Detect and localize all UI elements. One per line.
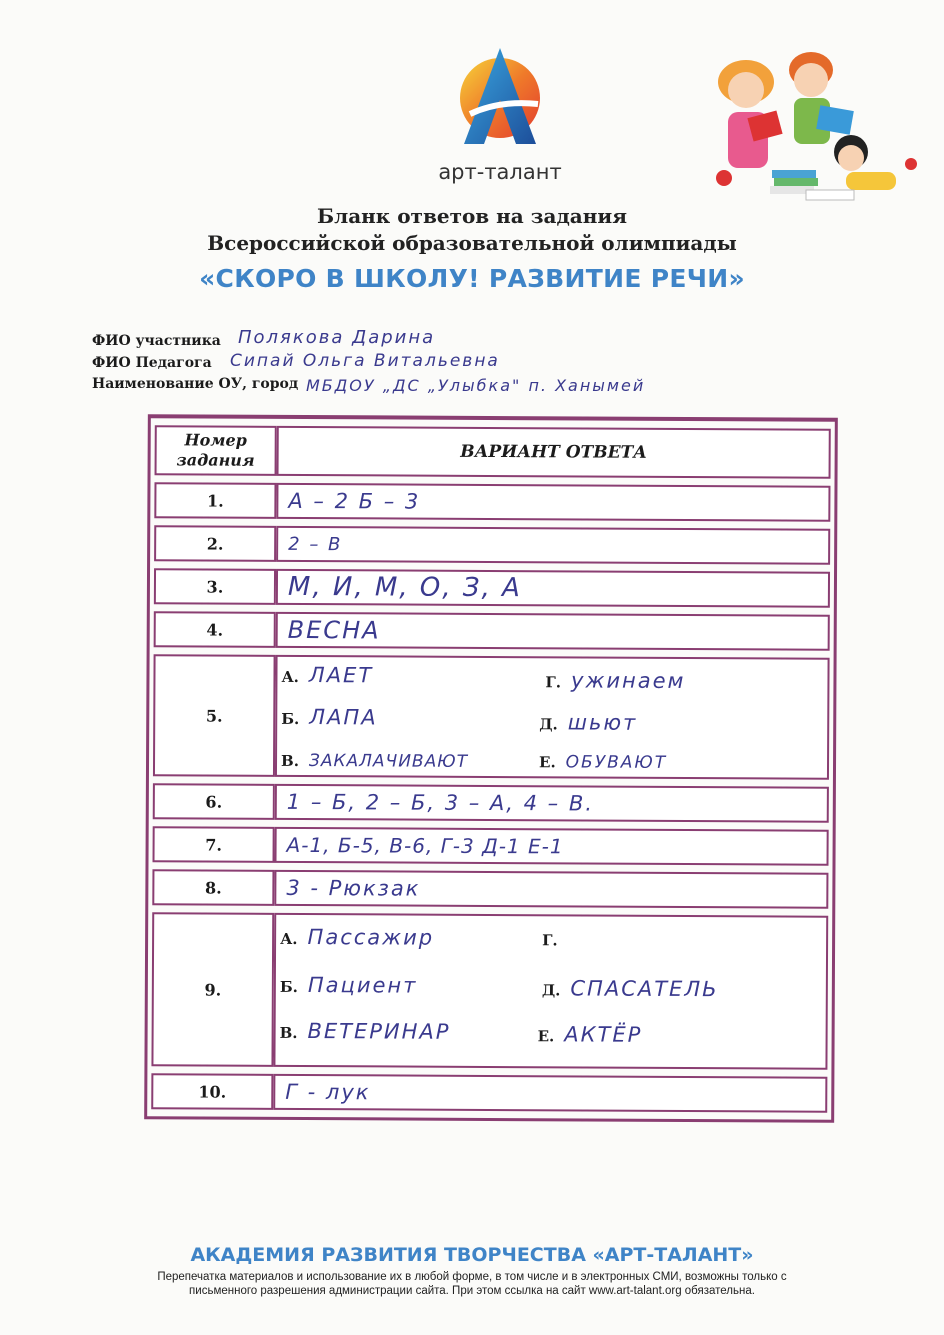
task-number: 3. bbox=[154, 568, 276, 605]
logo-a-icon bbox=[450, 40, 550, 150]
table-row bbox=[154, 482, 830, 522]
answer-text: ВЕСНА bbox=[287, 615, 381, 645]
answer-text: А – 2 Б – 3 bbox=[288, 488, 421, 514]
sub-answer-e: Е. АКТЁР bbox=[537, 1022, 643, 1047]
table-row bbox=[153, 654, 830, 780]
sub-answer-b: Б. ЛАПА bbox=[281, 705, 378, 730]
school-row bbox=[92, 376, 646, 395]
table-header-row bbox=[155, 425, 831, 479]
answer-text: М, И, М, О, З, А bbox=[287, 571, 522, 604]
task-number: 6. bbox=[153, 783, 275, 820]
sub-answer-a: А. Пассажир bbox=[280, 925, 435, 950]
table-row bbox=[154, 611, 830, 651]
teacher-name: Сипай Ольга Витальевна bbox=[230, 351, 500, 371]
brand-name: арт-талант bbox=[438, 160, 562, 184]
sub-answer-g: Г. bbox=[542, 931, 558, 950]
task-number: 4. bbox=[154, 611, 276, 648]
table-row bbox=[154, 525, 830, 565]
table-row bbox=[151, 1073, 827, 1113]
student-name: Полякова Дарина bbox=[238, 327, 436, 348]
sub-answer-e: Е. ОБУВАЮТ bbox=[538, 752, 668, 773]
answer-text: А-1, Б-5, В-6, Г-3 Д-1 Е-1 bbox=[286, 832, 564, 859]
sub-answer-d: Д. шьют bbox=[539, 710, 638, 735]
sub-answer-a: А. ЛАЕТ bbox=[281, 663, 374, 688]
sub-answer-v: В. ВЕТЕРИНАР bbox=[279, 1019, 451, 1044]
answer-text: 3 - Рюкзак bbox=[286, 875, 421, 901]
task-number: 7. bbox=[153, 826, 275, 863]
footer-notice bbox=[90, 1270, 854, 1298]
title-line-2: Всероссийской образовательной олимпиады bbox=[207, 231, 737, 255]
children-reading-illustration bbox=[706, 42, 924, 210]
footer-org: АКАДЕМИЯ РАЗВИТИЯ ТВОРЧЕСТВА «АРТ-ТАЛАНТ» bbox=[190, 1244, 754, 1266]
sub-answer-g: Г. ужинаем bbox=[545, 668, 686, 694]
answer-text: Г - лук bbox=[285, 1079, 371, 1105]
teacher-row bbox=[92, 351, 500, 371]
sub-answer-b: Б. Пациент bbox=[279, 973, 418, 998]
table-row bbox=[154, 568, 830, 608]
answer-text: 2 – В bbox=[288, 533, 343, 555]
title-line-1: Бланк ответов на задания bbox=[317, 204, 627, 228]
table-row bbox=[153, 783, 829, 823]
task-number: 1. bbox=[154, 482, 276, 519]
task-number: 10. bbox=[151, 1073, 273, 1110]
header-num: Номер задания bbox=[155, 425, 277, 476]
header-answer: ВАРИАНТ ОТВЕТА bbox=[277, 426, 831, 479]
sub-answer-v: В. ЗАКАЛАЧИВАЮТ bbox=[280, 751, 469, 772]
table-row bbox=[152, 869, 828, 909]
task-number: 8. bbox=[152, 869, 274, 906]
table-row bbox=[153, 826, 829, 866]
sub-answer-d: Д. СПАСАТЕЛЬ bbox=[541, 976, 719, 1002]
table-row bbox=[151, 912, 828, 1070]
task-number: 2. bbox=[154, 525, 276, 562]
student-row bbox=[92, 327, 436, 349]
answer-text: 1 – Б, 2 – Б, 3 – А, 4 – В. bbox=[286, 789, 595, 816]
footer-notice-line-2: письменного разрешения администрации сайта. При этом ссылка на сайт www.art-talant.org обязательна. bbox=[189, 1285, 755, 1297]
footer-notice-line-1: Перепечатка материалов и использование их в любой форме, в том числе и в электронных СМИ, возможны только с bbox=[157, 1271, 787, 1283]
task-number: 5. bbox=[153, 654, 276, 777]
school-label: Наименование ОУ, город bbox=[92, 376, 299, 392]
task-number: 9. bbox=[151, 912, 274, 1067]
teacher-label: ФИО Педагога bbox=[92, 355, 212, 371]
olympiad-title: «СКОРО В ШКОЛУ! РАЗВИТИЕ РЕЧИ» bbox=[199, 264, 745, 293]
answer-table bbox=[144, 414, 838, 1123]
student-label: ФИО участника bbox=[92, 333, 221, 349]
school-name: МБДОУ „ДС „Улыбка" п. Ханымей bbox=[306, 376, 646, 395]
